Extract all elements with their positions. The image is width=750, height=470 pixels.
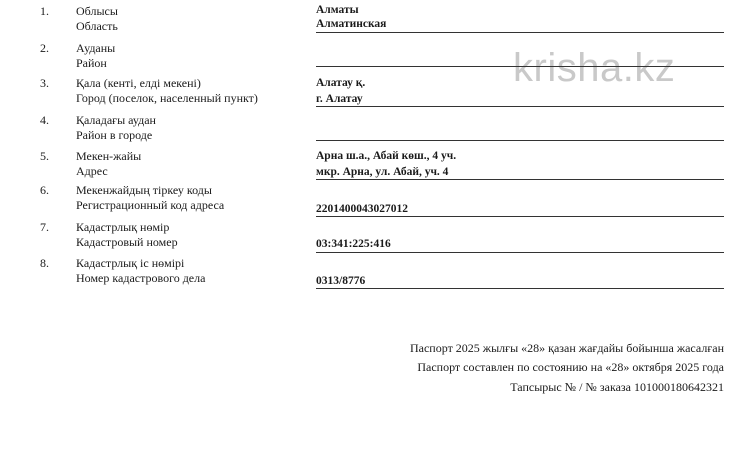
field-number: 3. [40, 76, 49, 90]
field-label-ru: Адрес [76, 164, 108, 178]
field-label-ru: Район [76, 56, 107, 70]
region-value-ru: Алматинская [316, 18, 387, 30]
field-label-ru: Город (поселок, населенный пункт) [76, 91, 258, 105]
city-underline [316, 106, 724, 107]
city-value-kz: Алатау қ. [316, 77, 366, 89]
field-label-ru: Кадастровый номер [76, 235, 178, 249]
field-district [0, 41, 750, 77]
footer-line-kz: Паспорт 2025 жылғы «28» қазан жағдайы бойынша жасалған [409, 341, 724, 355]
field-number: 5. [40, 149, 49, 163]
field-label-kz: Облысы [76, 4, 118, 18]
registration-code-value: 2201400043027012 [316, 203, 408, 215]
field-label-ru: Номер кадастрового дела [76, 271, 206, 285]
footer-line-ru: Паспорт составлен по состоянию на «28» октября 2025 года [417, 360, 724, 374]
district-underline [316, 66, 724, 67]
address-value-kz: Арна ш.а., Абай көш., 4 уч. [316, 150, 457, 162]
field-number: 7. [40, 220, 49, 234]
cadastral-number-underline [316, 252, 724, 253]
field-number: 8. [40, 256, 49, 270]
address-underline [316, 179, 724, 180]
field-label-kz: Кадастрлық іс нөмірі [76, 256, 185, 270]
cadastral-case-number-value: 0313/8776 [316, 275, 366, 287]
field-city-district [0, 113, 750, 149]
field-number: 4. [40, 113, 49, 127]
field-label-kz: Қаладағы аудан [76, 113, 156, 127]
cadastral-case-number-underline [316, 288, 724, 289]
city-value-ru: г. Алатау [316, 93, 363, 105]
field-label-kz: Кадастрлық нөмір [76, 220, 170, 234]
field-label-ru: Регистрационный код адреса [76, 198, 225, 212]
order-number: Тапсырыс № / № заказа 101000180642321 [510, 380, 724, 394]
krisha-watermark: krisha.kz [513, 46, 676, 90]
registration-code-underline [316, 216, 724, 217]
field-label-kz: Қала (кенті, елді мекені) [76, 76, 201, 90]
field-number: 6. [40, 183, 49, 197]
region-underline [316, 32, 724, 33]
field-label-ru: Район в городе [76, 128, 153, 142]
field-number: 1. [40, 4, 49, 18]
region-value-kz: Алматы [316, 4, 359, 16]
field-label-kz: Мекен-жайы [76, 149, 142, 163]
field-label-kz: Ауданы [76, 41, 116, 55]
field-label-kz: Мекенжайдың тіркеу коды [76, 183, 212, 197]
address-value-ru: мкр. Арна, ул. Абай, уч. 4 [316, 166, 449, 178]
field-label-ru: Область [76, 19, 118, 33]
field-number: 2. [40, 41, 49, 55]
city-district-underline [316, 140, 724, 141]
cadastral-number-value: 03:341:225:416 [316, 238, 391, 250]
